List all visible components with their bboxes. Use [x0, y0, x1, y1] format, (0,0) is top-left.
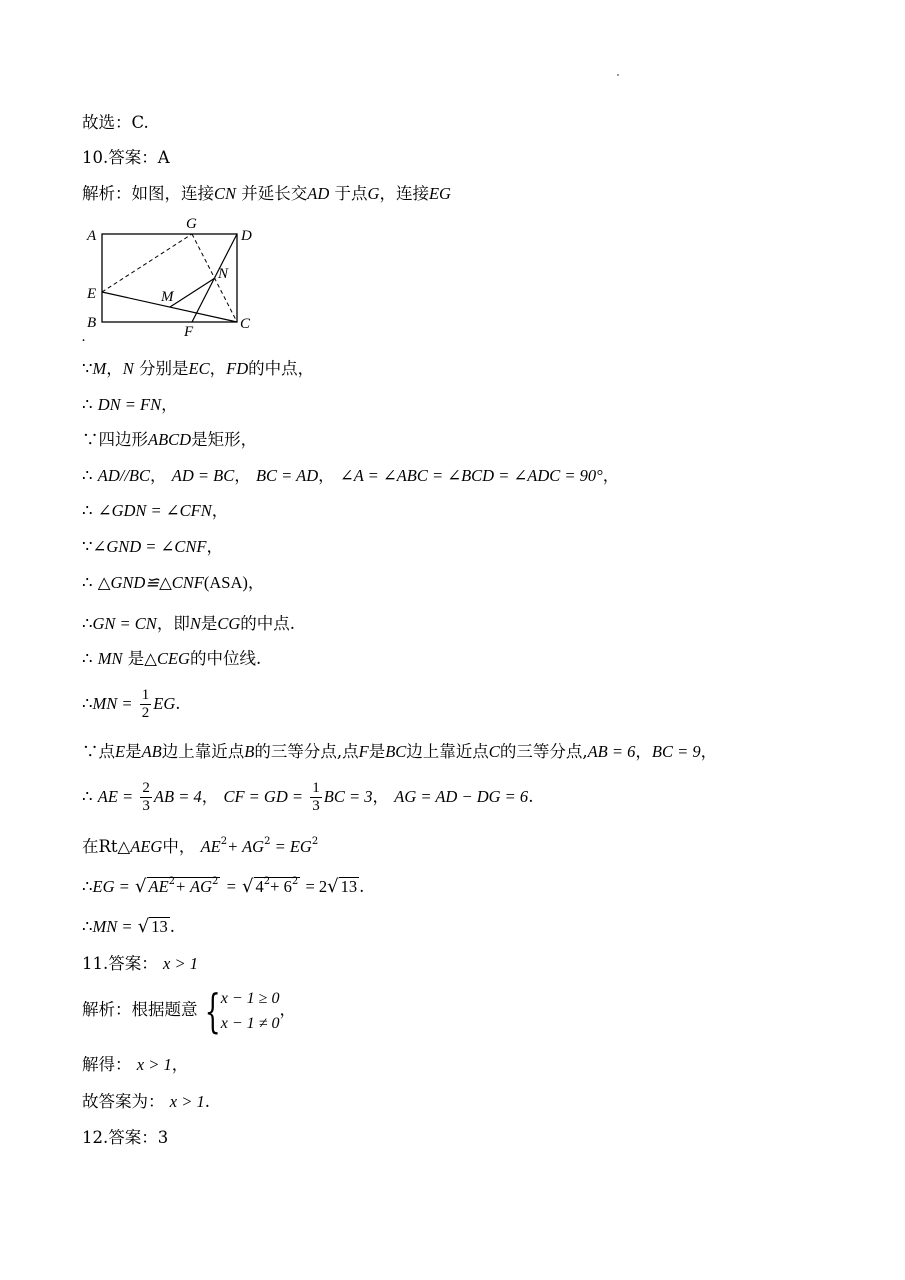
solve-11: 解得： x > 1，	[82, 1055, 189, 1074]
label-d: D	[241, 228, 252, 244]
step-pythagoras: 在Rt△AEG中， $AE^2+ AG^2 = EG^2$	[82, 836, 319, 856]
scan-speck	[617, 74, 619, 76]
fraction-one-third: $\frac{1}{3}$	[312, 780, 320, 814]
fraction-one-half: $\frac{1}{2}$	[141, 687, 150, 721]
sqrt-13-mn: 13	[151, 917, 168, 936]
geometry-figure	[82, 212, 262, 342]
segment-eg	[102, 234, 192, 292]
label-m: M	[161, 289, 174, 305]
final-11: 故答案为： x > 1.	[82, 1092, 210, 1111]
step-mn-half-eg: ∴MN = $\frac{1}{2}$ EG.	[82, 687, 181, 721]
segment-mn	[170, 278, 215, 307]
label-f: F	[184, 324, 194, 340]
rectangle-abcd	[102, 234, 237, 322]
step-midline: ∴ MN 是△CEG的中位线.	[82, 649, 262, 668]
label-b: B	[87, 315, 97, 331]
label-c: C	[240, 316, 251, 332]
label-g: G	[186, 216, 197, 232]
line-choice: 故选：C.	[82, 113, 149, 132]
step-mn-value: ∴MN = √ 13 .	[82, 916, 175, 937]
step-angle-gnd: ∵∠GND = ∠CNF，	[82, 537, 223, 556]
label-n: N	[218, 266, 229, 282]
step-eg-value: ∴EG = √ $AE^2+ AG^2$ = √ $4^2+ 6^2 = 2√$ 13 .	[82, 876, 365, 897]
label-e: E	[87, 286, 97, 302]
step-trisection: ∵点E是AB边上靠近点B的三等分点,点F是BC边上靠近点C的三等分点,AB = 6，BC = 9，	[82, 742, 718, 761]
answer-12: 12.答案：3	[82, 1128, 169, 1147]
sqrt-13: 13	[340, 877, 358, 896]
step-lengths: ∴ AE = $\frac{2}{3}$ AB = 4， CF = GD = $\frac{1}{3}$ BC = 3， AG = AD − DG = 6.	[82, 780, 534, 814]
answer-10: 10.答案：A	[82, 148, 170, 167]
step-congruent: ∴ △GND≌△CNF(ASA)，	[82, 573, 265, 592]
analysis-11: 解析：根据题意 { x − 1 ≥ 0 x − 1 ≠ 0 ，	[82, 983, 296, 1038]
sqrt-ae-ag: $AE^2+ AG^2$	[148, 876, 219, 896]
answer-11: 11.答案： x > 1	[82, 954, 198, 973]
caption-dot: .	[82, 329, 86, 342]
sqrt-4-6: $4^2+ 6^2$	[255, 876, 299, 896]
label-a: A	[87, 228, 97, 244]
step-dn-fn: ∴ DN = FN，	[82, 395, 178, 414]
fraction-two-thirds: $\frac{2}{3}$	[142, 780, 150, 814]
step-properties: ∴ AD//BC， AD = BC， BC = AD， ∠A = ∠ABC = ∠BCD = ∠ADC = 90°，	[82, 466, 620, 485]
step-gn-cn: ∴GN = CN，即N是CG的中点.	[82, 614, 296, 633]
step-rectangle: ∵四边形ABCD是矩形，	[82, 430, 258, 449]
analysis-10: 解析：如图，连接CN 并延长交AD 于点G，连接EG	[82, 184, 451, 203]
step-angle-gdn: ∴ ∠GDN = ∠CFN，	[82, 501, 229, 520]
step-midpoints: ∵M，N 分别是EC，FD的中点，	[82, 359, 315, 378]
